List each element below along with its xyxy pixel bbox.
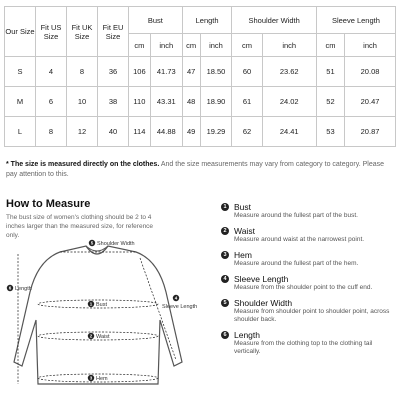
table-cell: S	[5, 57, 36, 87]
measurement-note	[6, 160, 396, 180]
table-cell: 43.31	[150, 87, 182, 117]
table-cell: 8	[36, 117, 67, 147]
how-to-measure-subtitle: The bust size of women's clothing should be 2 to 4 inches larger than the measured size, for reference only.	[6, 214, 154, 239]
table-cell: 8	[67, 57, 98, 87]
table-cell: L	[5, 117, 36, 147]
measurement-legend	[221, 202, 397, 362]
note-bold: * The size is measured directly on the clothes.	[6, 161, 160, 168]
table-cell: 47	[182, 57, 200, 87]
table-cell: 40	[98, 117, 129, 147]
table-cell: 4	[36, 57, 67, 87]
header-bust: Bust	[129, 7, 183, 34]
legend-item-shoulder-width	[221, 298, 397, 324]
table-cell: 61	[232, 87, 262, 117]
legend-item-sleeve-length	[221, 274, 397, 292]
diagram-label-length: Length	[15, 286, 32, 292]
unit-cell: inch	[150, 34, 182, 57]
number-badge-icon: 2	[221, 227, 229, 235]
number-badge-icon: 5	[221, 299, 229, 307]
svg-text:2: 2	[89, 333, 93, 339]
unit-cell: cm	[129, 34, 151, 57]
unit-cell: cm	[182, 34, 200, 57]
table-cell: 110	[129, 87, 151, 117]
table-cell: 44.88	[150, 117, 182, 147]
table-cell: 53	[316, 117, 344, 147]
table-cell: 20.87	[345, 117, 396, 147]
table-cell: 106	[129, 57, 151, 87]
table-cell: 62	[232, 117, 262, 147]
number-badge-icon: 6	[221, 331, 229, 339]
diagram-label-hem: Hem	[96, 376, 108, 382]
legend-desc: Measure from the shoulder point to the cuff end.	[234, 284, 373, 291]
table-cell: 36	[98, 57, 129, 87]
table-cell: 24.41	[262, 117, 316, 147]
legend-desc: Measure around the fullest part of the hem.	[234, 260, 359, 267]
number-badge-icon: 4	[221, 275, 229, 283]
how-to-measure-title: How to Measure	[6, 198, 91, 210]
table-row	[5, 57, 396, 87]
unit-cell: inch	[262, 34, 316, 57]
legend-title: Hem	[234, 250, 252, 260]
note-rest: And the size measurements may vary from category to category. Please pay attention to this.	[6, 161, 385, 178]
table-cell: M	[5, 87, 36, 117]
legend-desc: Measure from the clothing top to the clothing tail vertically.	[234, 340, 373, 355]
legend-title: Sleeve Length	[234, 274, 289, 284]
legend-desc: Measure around waist at the narrowest point.	[234, 236, 365, 243]
header-fit-uk: Fit UK Size	[67, 7, 98, 57]
table-cell: 48	[182, 87, 200, 117]
legend-title: Shoulder Width	[234, 298, 293, 308]
header-fit-eu: Fit EU Size	[98, 7, 129, 57]
number-badge-icon: 1	[221, 203, 229, 211]
table-cell: 51	[316, 57, 344, 87]
unit-cell: cm	[316, 34, 344, 57]
unit-cell: inch	[345, 34, 396, 57]
legend-title: Waist	[234, 226, 255, 236]
diagram-label-bust: Bust	[96, 302, 108, 308]
table-row	[5, 87, 396, 117]
table-cell: 52	[316, 87, 344, 117]
header-shoulder-width: Shoulder Width	[232, 7, 316, 34]
table-cell: 114	[129, 117, 151, 147]
table-cell: 60	[232, 57, 262, 87]
legend-title: Length	[234, 330, 260, 340]
diagram-label-sleeve: Sleeve Length	[162, 304, 198, 310]
legend-desc: Measure around the fullest part of the bust.	[234, 212, 358, 219]
header-length: Length	[182, 7, 232, 34]
table-cell: 24.02	[262, 87, 316, 117]
table-cell: 38	[98, 87, 129, 117]
table-cell: 10	[67, 87, 98, 117]
table-row	[5, 117, 396, 147]
table-cell: 41.73	[150, 57, 182, 87]
table-header-row	[5, 7, 396, 34]
table-cell: 23.62	[262, 57, 316, 87]
unit-cell: cm	[232, 34, 262, 57]
diagram-label-shoulder: Shoulder Width	[97, 241, 135, 247]
legend-item-waist	[221, 226, 397, 244]
svg-text:4: 4	[174, 295, 178, 301]
header-our-size: Our Size	[5, 7, 36, 57]
table-cell: 19.29	[200, 117, 232, 147]
size-chart-table	[4, 6, 396, 147]
table-cell: 20.47	[345, 87, 396, 117]
table-cell: 6	[36, 87, 67, 117]
legend-item-length	[221, 330, 397, 356]
table-cell: 18.50	[200, 57, 232, 87]
table-cell: 12	[67, 117, 98, 147]
svg-text:6: 6	[8, 285, 12, 291]
table-cell: 20.08	[345, 57, 396, 87]
svg-text:3: 3	[89, 375, 93, 381]
header-fit-us: Fit US Size	[36, 7, 67, 57]
header-sleeve-length: Sleeve Length	[316, 7, 395, 34]
unit-cell: inch	[200, 34, 232, 57]
number-badge-icon: 3	[221, 251, 229, 259]
sweater-outline	[14, 246, 182, 384]
diagram-label-waist: Waist	[96, 334, 110, 340]
table-cell: 18.90	[200, 87, 232, 117]
legend-title: Bust	[234, 202, 252, 212]
table-cell: 49	[182, 117, 200, 147]
sweater-diagram	[0, 232, 215, 400]
legend-desc: Measure from shoulder point to shoulder point, across shoulder back.	[234, 308, 390, 323]
legend-item-bust	[221, 202, 397, 220]
svg-text:1: 1	[89, 301, 93, 307]
legend-item-hem	[221, 250, 397, 268]
svg-text:5: 5	[90, 240, 94, 246]
